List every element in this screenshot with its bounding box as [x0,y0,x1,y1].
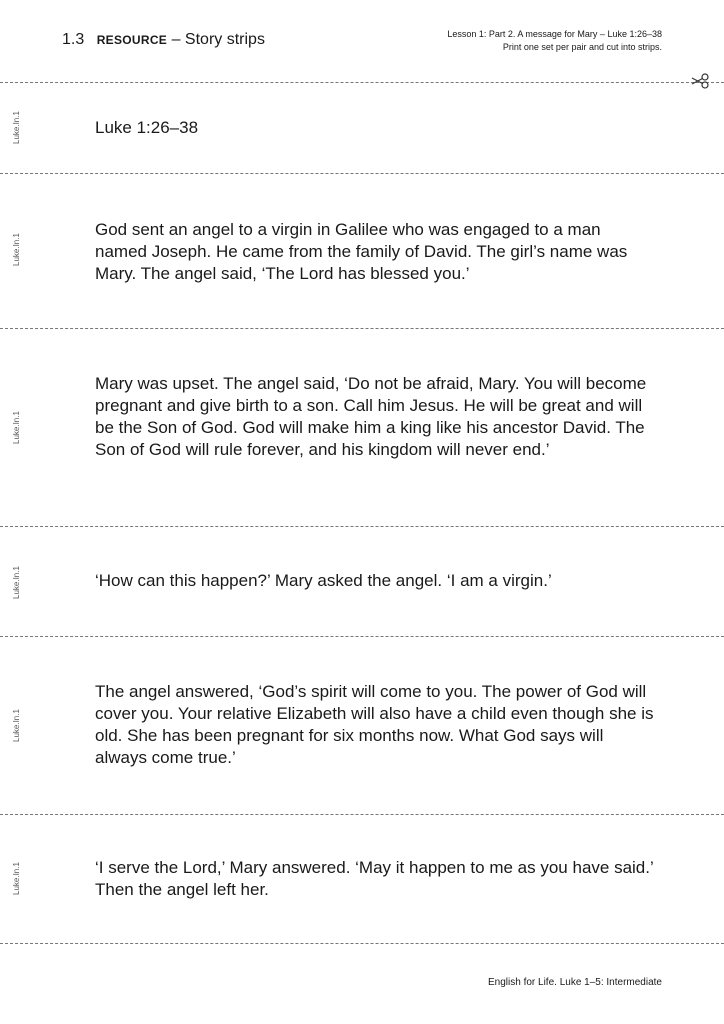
cut-line [0,636,724,637]
cut-line [0,526,724,527]
cut-line [0,173,724,174]
strip-text: ‘How can this happen?’ Mary asked the angel. ‘I am a virgin.’ [95,571,552,590]
strip-side-label: Luke.In.1 [12,709,21,742]
resource-tag: RESOURCE [96,33,168,47]
strip-side-label: Luke.In.1 [12,862,21,895]
strip-reference: Luke 1:26–38 [95,118,199,137]
strip-side-label: Luke.In.1 [12,566,21,599]
resource-subtitle: – Story strips [171,31,265,48]
strip-text: God sent an angel to a virgin in Galilee who was engaged to a man named Joseph. He came from the family of David. The girl’s name was Mary. The angel said, ‘The Lord has blessed you.’ [95,220,628,283]
lesson-reference: Lesson 1: Part 2. A message for Mary – Luke 1:26–38 [447,29,662,39]
strip-text: Mary was upset. The angel said, ‘Do not be afraid, Mary. You will become pregnant and give birth to a son. Call him Jesus. He will be great and will be the Son of God. God will make him a king like his ancestor David. The Son of God will rule forever, and his kingdom will never end.’ [95,374,647,459]
cut-line [0,82,724,83]
scissors-icon [690,73,710,89]
header-info [447,28,662,54]
strip-text: The angel answered, ‘God’s spirit will come to you. The power of God will cover you. Your relative Elizabeth will also have a child even though she is old. She has been pregnant for six months now. What God says will always come true.’ [95,682,654,767]
strip-side-label: Luke.In.1 [12,233,21,266]
cut-line [0,814,724,815]
print-instruction: Print one set per pair and cut into strips. [502,42,662,52]
resource-number: 1.3 [62,31,85,48]
page-title [62,31,265,49]
cut-line [0,328,724,329]
strip-side-label: Luke.In.1 [12,411,21,444]
strip-text: ‘I serve the Lord,’ Mary answered. ‘May it happen to me as you have said.’ Then the angel left her. [95,858,654,899]
strip-side-label: Luke.In.1 [12,111,21,144]
cut-line [0,943,724,944]
footer-credit: English for Life. Luke 1–5: Intermediate [488,977,662,988]
